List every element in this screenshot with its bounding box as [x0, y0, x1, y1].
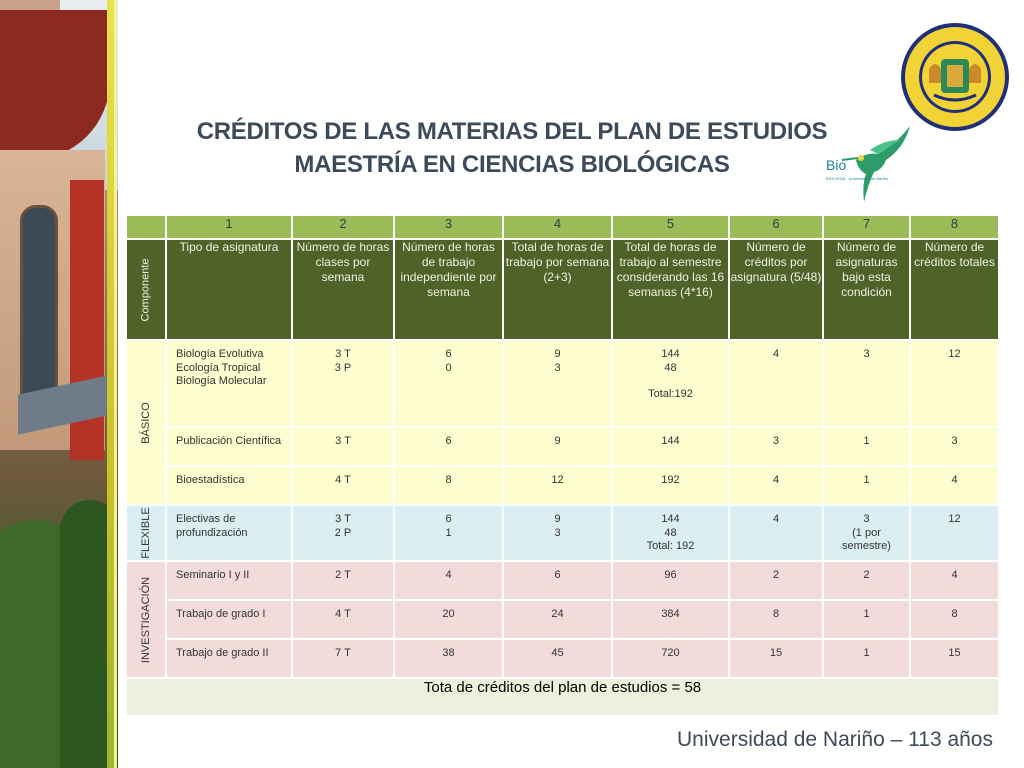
column-header: Total de horas de trabajo al semestre considerando las 16 semanas (4*16): [612, 239, 729, 340]
table-row: INVESTIGACIÓN Seminario I y II 2 T 4 6 96 2 2 4: [126, 561, 999, 600]
column-header: Número de créditos por asignatura (5/48): [729, 239, 823, 340]
subject-name: Electivas de profundización: [166, 505, 292, 561]
page-title: CRÉDITOS DE LAS MATERIAS DEL PLAN DE ESTUDIOS: [196, 118, 828, 145]
bio-logo-subtext: BIOLOGÍA · Universidad de Nariño: [826, 176, 889, 181]
subject-name: Trabajo de grado I: [166, 600, 292, 639]
column-header: Total de horas de trabajo por semana (2+3): [503, 239, 612, 340]
bio-logo-text: Bio: [826, 157, 847, 173]
table-row: Trabajo de grado II 7 T 38 45 720 15 1 15: [126, 639, 999, 678]
table-row: Bioestadística 4 T 8 12 192 4 1 4: [126, 466, 999, 505]
subject-name: Biología Evolutiva Ecología Tropical Biología Molecular: [166, 340, 292, 427]
column-header: Número de horas de trabajo independiente por semana: [394, 239, 503, 340]
group-label-flexible: FLEXIBLE: [126, 505, 166, 561]
subject-name: Bioestadística: [166, 466, 292, 505]
campus-photo: [0, 0, 118, 768]
table-row: FLEXIBLE Electivas de profundización 3 T 2 P 6 1 9 3 144 48 Total: 192 4 3 (1 por semestre) 12: [126, 505, 999, 561]
column-header: Número de créditos totales: [910, 239, 999, 340]
column-header: Número de horas clases por semana: [292, 239, 394, 340]
page-subtitle: MAESTRÍA EN CIENCIAS BIOLÓGICAS: [294, 151, 730, 178]
col-number: 4: [503, 215, 612, 239]
group-label-basico: BÁSICO: [126, 340, 166, 505]
column-number-row: [126, 215, 999, 239]
university-seal-logo: [899, 21, 1011, 133]
subject-name: Trabajo de grado II: [166, 639, 292, 678]
subject-name: Publicación Científica: [166, 427, 292, 466]
col-number: 1: [166, 215, 292, 239]
table-row: Publicación Científica 3 T 6 9 144 3 1 3: [126, 427, 999, 466]
header-row: [126, 239, 999, 340]
subject-name: Seminario I y II: [166, 561, 292, 600]
table-row: Trabajo de grado I 4 T 20 24 384 8 1 8: [126, 600, 999, 639]
credits-table: [125, 214, 1000, 717]
column-header: Número de asignaturas bajo esta condición: [823, 239, 910, 340]
col-number: 3: [394, 215, 503, 239]
accent-stripe: [107, 0, 114, 768]
col-number: 8: [910, 215, 999, 239]
table-row: BÁSICO Biología Evolutiva Ecología Tropical Biología Molecular 3 T 3 P 6 0 9 3 144 48 Total:192 4 3 12: [126, 340, 999, 427]
total-credits-row: [126, 678, 999, 716]
footer-text: Universidad de Nariño – 113 años: [677, 728, 993, 751]
col-number: 5: [612, 215, 729, 239]
col-number: 6: [729, 215, 823, 239]
group-label-investigacion: INVESTIGACIÓN: [126, 561, 166, 678]
total-credits-text: Tota de créditos del plan de estudios = 58: [126, 678, 999, 716]
col-number: 2: [292, 215, 394, 239]
component-header: Componente: [126, 239, 166, 340]
col-number: 7: [823, 215, 910, 239]
column-header: Tipo de asignatura: [166, 239, 292, 340]
